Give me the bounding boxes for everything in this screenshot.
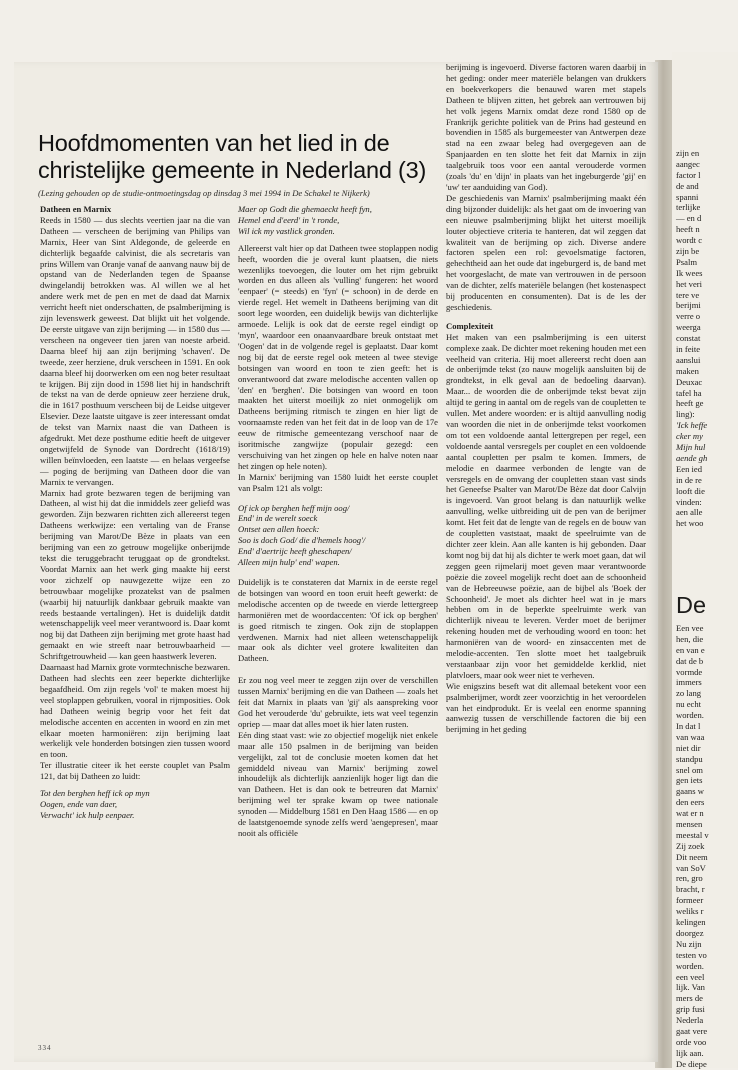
right-text-line: vormde — [676, 666, 703, 677]
right-text-line: looft die — [676, 485, 705, 496]
right-text-line: aangec — [676, 158, 700, 169]
quote-line: Tot den berghen heff ick op myn — [40, 788, 150, 799]
psalm-quote-marnix — [238, 503, 438, 568]
psalm-quote-datheen — [40, 788, 230, 821]
right-text-line: aanslui — [676, 354, 701, 365]
paragraph: Wie enigszins beseft wat dit allemaal betekent voor een psalmberijmer, wordt zeer voorzichtig in het veroordelen van het eindprodukt. Er is veelal een enorme spanning aanwezig tussen de verschillende factoren die bij een berijming in het geding — [446, 680, 646, 735]
right-text-line: terlijke — [676, 202, 701, 213]
section-heading-datheen-marnix: Datheen en Marnix — [40, 204, 112, 214]
paragraph: Er zou nog veel meer te zeggen zijn over de verschillen tussen Marnix' berijming en die van Datheen — zoals het feit dat Marnix in plaats van 'gij' als aanspreking voor God het verouderde 'du' gebruikte, iets wat veel tegenzin opriep — maar dat alles moet ik hier laten rusten. — [238, 675, 438, 729]
right-text-line: wordt c — [676, 235, 703, 246]
article-subtitle: (Lezing gehouden op de studie-ontmoetingsdag op dinsdag 3 mei 1994 in De Schakel te Nijkerk) — [38, 188, 370, 198]
right-text-line: mensen — [676, 819, 703, 830]
right-text-line: verre o — [676, 311, 701, 322]
page-number: 334 — [38, 1044, 52, 1052]
right-text-line: Psalm — [676, 256, 698, 267]
right-text-line: lijk aan. — [676, 1047, 704, 1058]
right-text-line: nu echt — [676, 699, 702, 710]
right-text-line: immers — [676, 677, 702, 688]
quote-line: End' d'aertrijc heeft gheschapen/ — [238, 546, 352, 557]
right-text-line: tafel ha — [676, 387, 702, 398]
right-text-line: spanni — [676, 191, 699, 202]
right-section-heading: De — [676, 592, 707, 618]
right-text-line: Dit neem — [676, 851, 708, 862]
text-column-1 — [40, 204, 230, 827]
paragraph: De geschiedenis van Marnix' psalmberijming maakt één ding bijzonder duidelijk: als het gaat om de invoering van een nieuwe psalmberijming blijkt het uiterst moeilijk louter objectieve criteria te hanteren, dat wil zeggen dat kwaliteit van de berijming op zich. Diverse andere factoren spelen een rol: gevoelsmatige factoren, gehechtheid aan het oude dat ingeburgerd is, de band met het voorgeslacht, de mate van vertrouwen in de persoon van de dichter, zelfs materiële belangen (het kostenaspect bij producenten en consumenten). Dat is de les der geschiedenis. — [446, 192, 646, 312]
right-text-line: worden. — [676, 710, 704, 721]
right-text-line: hen, die — [676, 633, 704, 644]
quote-line: Maer op Godt die ghemaeckt heeft fyn, — [238, 204, 372, 214]
right-text-line: Nu zijn — [676, 938, 702, 949]
psalm-quote-datheen-cont — [238, 204, 438, 237]
quote-line: End' in de werelt soeck — [238, 513, 318, 524]
paragraph: Het maken van een psalmberijming is een uiterst complexe zaak. De dichter moet rekening houden met een veelheid van criteria. Hij moet allereerst recht doen aan de onberijmde tekst (zo nauw mogelijk aansluiten bij de grondtekst, in elk geval aan de bedoeling daarvan). Maar... de woorden die de onberijmde tekst bevat zijn altijd te gering in aantal om de regels van de coupletten te vullen. Met andere woorden: er is altijd aanvulling nodig van woorden die niet in de onberijmde tekst voorkomen om tot een voldoende aantal lettergrepen per regel, een voldoende aantal versregels per couplet en een voldoende aantal coupletten per psalm te komen. Immers, de melodie en daarmee verbonden de lengte van de versregels en de omvang der coupletten staan vast sinds het Geneefse Psalter van Marot/De Bèze dat door Calvijn is ingevoerd. Van groot belang is dan natuurlijk welke aanvulling, welke uitbreiding uit de pen van de berijmer komt. Het feit dat de lengte van de regels en de bouw van de coupletten vaststaat, maakt de speelruimte van de dichter zeer klein. Aan alle kanten is hij gebonden. Daar komt nog bij dat hij als dichter te werk moet gaan, dat wil zeggen geen rijmelarij moet geven maar verantwoorde poëzie die zoveel mogelijk recht doet aan de schoonheid van de Hebreeuwse poëzie, aan de bijbel als 'Boek der Schoonheid'. Je moet als dichter heel wat in je mars hebben om in de beperkte speelruimte werk van dichterlijk niveau te leveren. Verder moet de berijmer rekening houden met de verhouding woord en toon: het harmoniëren van de woord- en zinsaccenten met de melodie-accenten. Ten slotte moet het taalgebruik verstaanbaar zijn voor het gemiddelde kerklid, niet platvloers, maar ook weer niet te verheven. — [446, 331, 646, 680]
paragraph: Ter illustratie citeer ik het eerste couplet van Psalm 121, dat bij Datheen zo luidt: — [40, 760, 230, 782]
right-text-line: van SoV — [676, 862, 706, 873]
right-text-line: berijmi — [676, 300, 701, 311]
right-text-line: aende gh — [676, 452, 708, 463]
right-text-line: standpu — [676, 753, 703, 764]
paragraph: Eén ding staat vast: wie zo objectief mogelijk niet enkele maar alle 150 psalmen in de berijming van beiden vergelijkt, zal tot de conclusie moeten komen dat het gemiddeld niveau van Marnix' berijming zowel inhoudelijk als dichterlijk aanzienlijk hoger ligt dan die van Datheen. Het is dan ook te betreuren dat Marnix' berijming wel ter sprake kwam op twee nationale synoden — Middelburg 1581 en Den Haag 1586 — en op de laatstgenoemde synode zelfs werd 'aengepresen', maar nooit als officiële — [238, 729, 438, 838]
paragraph: Daarnaast had Marnix grote vormtechnische bezwaren. Datheen had slechts een zeer beperkte dichterlijke begaafdheid. Om zijn regels 'vol' te maken moest hij veel stoplappen gebruiken, vooral in rijmposities. Ook had Datheen weinig begrip voor het feit dat melodische accenten en accenten in woord en zin met elkaar moeten harmoniëren: zijn berijming laat werkelijk vele honderden botsingen zien tussen woord en toon. — [40, 662, 230, 760]
right-text-line: den eers — [676, 797, 705, 808]
right-text-line: niet dir — [676, 742, 701, 753]
quote-line: Hemel end d'eerd' in 't ronde, — [238, 214, 340, 225]
right-text-line: gaat vere — [676, 1025, 708, 1036]
right-text-line: het woo — [676, 518, 704, 529]
right-text-line: de and — [676, 180, 699, 191]
right-text-line: mers de — [676, 993, 703, 1004]
text-column-2 — [238, 204, 438, 839]
right-text-line: doorgez — [676, 927, 704, 938]
right-text-line: formeer — [676, 895, 704, 906]
right-text-line: — en d — [676, 213, 702, 224]
right-text-line: zijn be — [676, 246, 700, 257]
quote-line: Wil ick my vastlick gronden. — [238, 225, 335, 236]
right-text-line: De diepe — [676, 1058, 707, 1069]
right-text-line: in feite — [676, 344, 701, 355]
right-text-line: zijn en — [676, 148, 700, 158]
right-text-line: van waa — [676, 731, 705, 742]
right-text-line: grip fusi — [676, 1004, 705, 1015]
right-text-line: snel om — [676, 764, 703, 775]
right-text-line: factor l — [676, 169, 701, 180]
quote-line: Oogen, ende van daer, — [40, 798, 118, 809]
right-text-line: testen vo — [676, 949, 707, 960]
right-text-line: orde voo — [676, 1036, 707, 1047]
right-column-top — [676, 148, 738, 529]
right-text-line: wat er n — [676, 808, 704, 819]
right-text-line: cker my — [676, 431, 703, 442]
right-text-line: 'Ick heffe — [676, 420, 708, 431]
quote-line: Soo is doch God/ die d'hemels hoog'/ — [238, 535, 366, 546]
article-header — [38, 130, 458, 198]
right-text-line: Een vee — [676, 623, 704, 633]
right-text-line: In dat l — [676, 721, 701, 732]
right-text-line: het veri — [676, 278, 703, 289]
right-text-line: meestal v — [676, 829, 709, 840]
paragraph: berijming is ingevoerd. Diverse factoren waren daarbij in het geding: onder meer materiële belangen van drukkers en boekverkopers die benauwd waren met stapels Datheen te blijven zitten, het gebrek aan vertrouwen bij het volk jegens Marnix omdat deze rond 1580 op de Frankrijk gerichte politiek van de Prins had gesteund en bovendien in 1585 als burgemeester van Antwerpen deze stad na een zwaar beleg had overgegeven aan de Spanjaarden en ten slotte het feit dat Marnix in zijn taalgebruik toos voor een aantal verouderde vormen (zoals 'du' en 'dijn' in plaats van het ingeburgerde 'gij' en 'uw' ter aanduiding van God). — [446, 62, 646, 192]
quote-line: Verwacht' ick hulp eenpaer. — [40, 809, 135, 820]
right-text-line: Deuxac — [676, 376, 703, 387]
right-text-line: maken — [676, 365, 699, 376]
right-text-line: zo lang — [676, 688, 702, 699]
right-text-line: in de re — [676, 474, 702, 485]
right-text-line: ren, gro — [676, 873, 703, 884]
right-text-line: Nederla — [676, 1015, 704, 1026]
paragraph: Duidelijk is te constateren dat Marnix in de eerste regel de botsingen van woord en toon eruit heeft gewerkt: de melodische accenten op de tweede en vierde lettergreep harmoniëren met de woordaccenten: 'Of ick op berghen' is goed ritmisch te zingen. Ook zijn de stoplappen verdwenen. Marnix had niet alleen wetenschappelijk maar ook als dichter veel grotere kwaliteiten dan Datheen. — [238, 577, 438, 664]
right-text-line: dat de b — [676, 655, 704, 666]
right-text-line: Een ied — [676, 463, 703, 474]
quote-line: Of ick op berghen heff mijn oog/ — [238, 502, 350, 513]
right-text-line: ling): — [676, 409, 695, 420]
right-text-line: constat — [676, 333, 701, 344]
right-text-line: kelingen — [676, 917, 706, 928]
right-text-line: heeft ge — [676, 398, 704, 409]
right-text-line: heeft n — [676, 224, 700, 235]
section-heading-complexiteit: Complexiteit — [446, 320, 494, 331]
right-text-line: worden. — [676, 960, 704, 971]
paragraph: Reeds in 1580 — dus slechts veertien jaar na die van Datheen — verscheen de berijming van Philips van Marnix, Heer van Sint Aldegonde, de geleerde en dichterlijk begaafde calvinist, die als secretaris van prins Willem van Oranje vanaf de aanvang nauw bij de opstand van de Nederlanden tegen de Spaanse dwingelandij betrokken was. Al willen we al het andere werk met de pen en met de daad dat Marnix verricht heeft niet onderschatten, de psalmberijming is zijn levenswerk geweest. Dat blijkt uit het volgende. De eerste uitgave van zijn berijming — in 1580 dus — verscheen na ongeveer tien jaren van noeste arbeid. Daarna bleef hij aan zijn berijming 'schaven'. De tweede, zeer herziene, druk verscheen in 1591. En ook daarna bleef hij doorwerken om een nog beter resultaat te krijgen. Bij zijn dood in 1598 liet hij in handschrift de tekst na van de derde opnieuw zeer herziene druk, die in 1617 posthuum verscheen bij de Leidse uitgever Elsevier. Deze laatste uitgave is zeer interessant omdat de tekst van Marnix naast die van Datheen is afgedrukt. Met deze posthume editie heeft de uitgever ongetwijfeld de Synode van Dordrecht (1618/19) willen beïnvloeden, een laatste — en helaas vergeefse — poging de berijming van Datheen door die van Marnix te vervangen. — [40, 214, 230, 487]
article-title: Hoofdmomenten van het lied in de christelijke gemeente in Nederland (3) — [38, 130, 427, 183]
right-text-line: weerga — [676, 322, 701, 333]
right-text-line: aen alle — [676, 507, 703, 518]
quote-line: Alleen mijn hulp' end' wapen. — [238, 557, 340, 568]
paragraph: In Marnix' berijming van 1580 luidt het eerste couplet van Psalm 121 als volgt: — [238, 471, 438, 493]
right-text-line: gen iets — [676, 775, 703, 786]
right-text-line: tere ve — [676, 289, 700, 300]
paragraph: Marnix had grote bezwaren tegen de berijming van Datheen, al wist hij dat die inmiddels zeer geliefd was geworden. Zijn bezwaren richtten zich allereerst tegen Datheens werkwijze: een vertaling van de Franse berijming van Marot/De Bèze in plaats van een berijming van een zo getrouw mogelijke onberijmde tekst die teruggebracht teruggaat op de grondtekst. Voordat Marnix aan het werk ging maakte hij eerst voor zichzelf op nauwgezette wijze een zo betrouwbaar mogelijke prozatekst van de psalmen (waarbij hij natuurlijk dankbaar gebruik maakte van reeds bestaande vertalingen). Het is duidelijk datdit wetenschappelijk veel meer verantwoord is. Daar komt nog bij dat Datheen zijn berijming met grote haast had gemaakt en wie streeft naar betrouwbaarheid — Schriftgetrouwheid — kan geen haastwerk leveren. — [40, 487, 230, 662]
right-text-line: Ik wees — [676, 267, 703, 278]
right-text-line: Zij zoek — [676, 840, 705, 851]
right-text-line: vinden: — [676, 496, 702, 507]
right-text-line: een veel — [676, 971, 705, 982]
text-column-3 — [446, 62, 646, 735]
right-column-bottom — [676, 592, 738, 1069]
right-text-line: weliks r — [676, 906, 704, 917]
right-text-line: bracht, r — [676, 884, 705, 895]
right-text-line: lijk. Van — [676, 982, 705, 993]
right-text-line: gaans w — [676, 786, 704, 797]
right-page-partial — [672, 52, 738, 1068]
right-text-line: en van e — [676, 644, 705, 655]
paragraph: Allereerst valt hier op dat Datheen twee stoplappen nodig heeft, woorden die je overal kunt plaatsen, die niets wezenlijks toevoegen, die louter om het rijm gebruikt worden en dus alleen als 'vulling' fungeren: het woord 'eenpaer' (= steeds) en 'fyn' (= schoon) in de derde en vierde regel. Het wemelt in Datheens berijming van dit soort lege woorden, een duidelijk bewijs van dichterlijke armoede. Lelijk is ook dat de eerste regel eindigt op 'myn', waardoor een onaanvaardbare breuk ontstaat met 'Oogen' dat in de volgende regel is geplaatst. Daar komt nog bij dat de eerste regel ook meteen al twee stevige botsingen van woord en toon te zien geeft: het is onverantwoord dat zware melodische accenten vallen op 'den' en 'berghen'. Die botsingen van woord en toon maakten het uiterst moeilijk zo niet onmogelijk om Datheens berijming ritmisch te zingen en hier ligt de voornaamste reden van het feit dat in de loop van de 17e eeuw de ritmische gemeentezang verschoof naar de isoritmische zangwijze (populair gezegd: een verschuiving van het zingen op hele en halve noten naar het zingen op hele noten). — [238, 242, 438, 471]
right-text-line: Mijn hul — [676, 442, 706, 453]
quote-line: Ontset aen allen hoeck: — [238, 524, 320, 535]
